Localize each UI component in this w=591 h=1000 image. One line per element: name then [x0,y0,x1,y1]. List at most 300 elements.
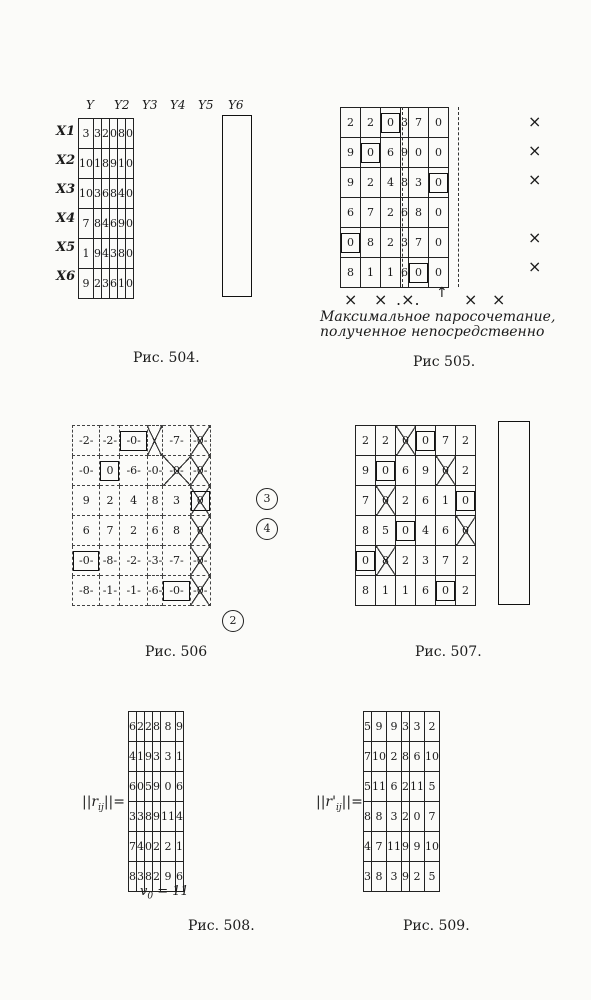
matrix-cell: 0 [396,426,416,456]
matrix-cell: 3 [410,712,425,742]
matrix-cell: 2 [402,772,410,802]
matrix-row [341,108,449,138]
matrix-cell [190,486,210,516]
matrix-cell: 0 [161,772,176,802]
matrix-cell: 8 [153,712,161,742]
matrix-cell: 3 [129,802,137,832]
matrix-cell: 3 [402,712,410,742]
matrix-cell: -8- [73,576,100,606]
matrix-cell: 2 [425,712,440,742]
matrix-cell: 2 [381,228,401,258]
boxed-value: 0 [416,431,435,451]
matrix-cell [100,456,120,486]
matrix-cell: 3 [401,108,409,138]
matrix-cell: 8 [110,179,118,209]
caption-508: Рис. 508. [188,918,255,934]
matrix-cell: 2 [456,576,476,606]
matrix-cell: 10 [79,149,94,179]
row-label: X1 [56,124,76,139]
matrix-cell: 2 [396,546,416,576]
matrix-cell: 9 [94,239,102,269]
matrix-cell: 2 [396,486,416,516]
matrix-cell: 6 [129,712,137,742]
boxed-value: 0 [191,491,210,511]
matrix-cell: 4 [137,832,145,862]
column-outline [222,115,252,297]
matrix-cell: 6 [129,772,137,802]
boxed-value: 0 [376,461,395,481]
matrix-cell: 8 [147,486,162,516]
matrix-cell: 2 [356,426,376,456]
arrow-up-icon: ↑ [436,285,448,301]
matrix-509 [363,711,440,892]
matrix-cell: 7 [79,209,94,239]
matrix-row [364,712,440,742]
matrix-row [129,772,184,802]
matrix-cell: 11 [161,802,176,832]
matrix-cell: 2 [387,742,402,772]
matrix-cell: 8 [372,862,387,892]
matrix-cell: 0 [110,119,118,149]
matrix-cell: 9 [410,832,425,862]
matrix-row [79,119,134,149]
boxed-value: 0 [100,461,119,481]
matrix-cell: 2 [341,108,361,138]
matrix-cell [147,426,162,456]
boxed-value: 0 [361,143,380,163]
col-mark: × [344,290,358,309]
matrix-row [341,228,449,258]
matrix-cell: 0 [190,516,210,546]
row-label: X2 [56,153,76,168]
matrix-cell [429,168,449,198]
matrix-cell: 1 [176,832,184,862]
matrix-cell [376,456,396,486]
matrix-506 [72,425,211,606]
boxed-value: 0 [409,263,428,283]
matrix-row [341,138,449,168]
matrix-cell: 0 [429,258,449,288]
matrix-cell: 2 [145,712,153,742]
matrix-cell: -6- [120,456,147,486]
matrix-label-509: $||r'_{ij}||=$ [316,794,363,813]
matrix-cell: 0 [137,772,145,802]
matrix-cell: 3 [401,228,409,258]
matrix-cell: 0 [126,239,134,269]
matrix-cell: 7 [436,426,456,456]
matrix-cell: 0 [429,198,449,228]
matrix-cell: 8 [163,516,190,546]
col-header: Y2 [114,98,130,112]
col-mark: × [492,290,506,309]
matrix-cell: 5 [376,516,396,546]
matrix-row [79,179,134,209]
matrix-cell: -0- [190,576,210,606]
matrix-cell: 8 [361,228,381,258]
matrix-cell: 7 [409,108,429,138]
matrix-cell: 4 [129,742,137,772]
matrix-cell: 6 [110,269,118,299]
matrix-cell: 9 [402,862,410,892]
matrix-cell: 7 [361,198,381,228]
matrix-cell: 9 [153,772,161,802]
boxed-value: 0 [381,113,400,133]
matrix-cell: 6 [387,772,402,802]
matrix-cell [73,546,100,576]
matrix-cell: 9 [401,138,409,168]
matrix-row [79,269,134,299]
matrix-cell: 6 [416,486,436,516]
matrix-cell: 9 [176,712,184,742]
matrix-cell: 2 [153,832,161,862]
matrix-cell: 3 [102,269,110,299]
matrix-cell: -6- [147,576,162,606]
matrix-cell: 7 [372,832,387,862]
boxed-value: -0- [73,551,99,571]
matrix-cell: 7 [425,802,440,832]
matrix-cell: 1 [396,576,416,606]
matrix-cell [163,576,190,606]
matrix-cell: -1- [120,576,147,606]
matrix-row [341,198,449,228]
matrix-row [364,742,440,772]
matrix-row [73,576,211,606]
matrix-cell: 6 [436,516,456,546]
row-mark: × [528,141,542,160]
matrix-cell: 3 [94,179,102,209]
matrix-cell: 7 [436,546,456,576]
matrix-cell: 7 [129,832,137,862]
matrix-row [129,742,184,772]
caption-509: Рис. 509. [403,918,470,934]
matrix-cell: 0 [126,179,134,209]
matrix-cell [381,108,401,138]
matrix-cell: 0 [126,269,134,299]
col-header: Y5 [198,98,214,112]
matrix-row [364,772,440,802]
matrix-row [79,149,134,179]
matrix-row [356,546,476,576]
matrix-cell: 2 [153,862,161,892]
matrix-cell: 8 [356,576,376,606]
matrix-cell: 1 [118,149,126,179]
matrix-cell: 2 [456,546,476,576]
matrix-cell: 9 [402,832,410,862]
row-mark: × [528,112,542,131]
matrix-row [356,516,476,546]
matrix-cell: 0 [409,138,429,168]
matrix-cell: 6 [381,138,401,168]
matrix-row [364,862,440,892]
matrix-row [129,832,184,862]
matrix-cell: -0- [190,426,210,456]
matrix-cell: 3 [94,119,102,149]
matrix-cell: 9 [341,138,361,168]
note-line-1: Максимальное паросочетание, [320,309,556,325]
caption-506: Рис. 506 [145,644,208,660]
matrix-cell: 0 [429,138,449,168]
matrix-cell: -0- [163,456,190,486]
matrix-row [129,802,184,832]
matrix-cell: 6 [401,258,409,288]
matrix-cell: 0 [436,456,456,486]
row-label: X4 [56,211,76,226]
matrix-cell: 0 [376,486,396,516]
matrix-cell: 6 [396,456,416,486]
matrix-cell: 9 [161,862,176,892]
matrix-cell: 9 [387,712,402,742]
matrix-row [73,486,211,516]
caption-505: Рис 505. [413,354,476,370]
matrix-label-508: $||r_{ij}||=$ [82,794,125,813]
matrix-cell: 6 [147,516,162,546]
matrix-cell: 3 [163,486,190,516]
matrix-cell: 8 [102,149,110,179]
row-mark: × [528,228,542,247]
matrix-cell: 1 [436,486,456,516]
matrix-cell: 1 [381,258,401,288]
matrix-cell: 4 [118,179,126,209]
matrix-cell: 3 [387,802,402,832]
matrix-cell: 0 [429,108,449,138]
boxed-value: 0 [436,581,455,601]
matrix-cell: 0 [126,209,134,239]
matrix-cell: 1 [137,742,145,772]
dashed-divider [402,107,403,287]
col-header: Y6 [228,98,244,112]
matrix-cell: 8 [161,712,176,742]
matrix-cell: 8 [145,862,153,892]
matrix-cell: 1 [118,269,126,299]
matrix-cell: 5 [425,772,440,802]
matrix-row [364,832,440,862]
matrix-cell: 6 [102,179,110,209]
matrix-row [356,456,476,486]
matrix-cell: 2 [456,456,476,486]
caption-507: Рис. 507. [415,644,482,660]
boxed-value: 0 [341,233,360,253]
matrix-cell: 6 [176,772,184,802]
matrix-cell: 2 [381,198,401,228]
matrix-505 [340,107,449,288]
matrix-row [73,456,211,486]
matrix-cell: -0- [73,456,100,486]
circled-number: 3 [256,488,278,510]
boxed-value: 0 [429,173,448,193]
boxed-value: 0 [456,491,475,511]
matrix-cell: 0 [126,119,134,149]
matrix-cell: 9 [372,712,387,742]
matrix-cell: 8 [145,802,153,832]
matrix-cell [120,426,147,456]
matrix-cell: 4 [102,239,110,269]
matrix-cell: 3 [153,742,161,772]
matrix-cell: 10 [372,742,387,772]
matrix-cell: 6 [401,198,409,228]
matrix-cell: 0 [410,802,425,832]
matrix-row [73,516,211,546]
matrix-cell: 11 [410,772,425,802]
matrix-cell: 2 [161,832,176,862]
matrix-cell: -0- [190,546,210,576]
matrix-cell: 6 [410,742,425,772]
col-header: Y3 [142,98,158,112]
matrix-cell: 8 [401,168,409,198]
matrix-cell: 8 [118,239,126,269]
col-header: Y4 [170,98,186,112]
row-label: X6 [56,269,76,284]
matrix-cell: 10 [425,742,440,772]
matrix-cell: 2 [120,516,147,546]
matrix-cell: 3 [137,802,145,832]
matrix-cell: 4 [381,168,401,198]
matrix-cell: 5 [145,772,153,802]
matrix-cell: 8 [376,546,396,576]
matrix-cell: 6 [341,198,361,228]
matrix-cell: 4 [102,209,110,239]
matrix-cell: 7 [409,228,429,258]
matrix-cell: 9 [145,742,153,772]
matrix-cell: 9 [341,168,361,198]
row-mark: × [528,170,542,189]
matrix-cell: 3 [137,862,145,892]
matrix-cell [416,426,436,456]
matrix-cell: 2 [361,108,381,138]
matrix-507 [355,425,476,606]
matrix-cell: -0- [147,456,162,486]
matrix-cell: -2- [120,546,147,576]
matrix-cell: 2 [102,119,110,149]
matrix-row [364,802,440,832]
boxed-value: -0- [163,581,189,601]
matrix-cell: 9 [356,456,376,486]
matrix-cell: 9 [153,802,161,832]
matrix-cell: -2- [73,426,100,456]
matrix-cell: 8 [94,209,102,239]
matrix-cell: 3 [110,239,118,269]
matrix-504 [78,118,134,299]
matrix-cell: 4 [416,516,436,546]
matrix-cell: 3 [409,168,429,198]
matrix-cell: 1 [176,742,184,772]
matrix-cell: 8 [341,258,361,288]
matrix-row [129,712,184,742]
matrix-cell [436,576,456,606]
matrix-cell: 0 [145,832,153,862]
matrix-cell: 5 [364,772,372,802]
matrix-cell: 2 [456,426,476,456]
matrix-cell: -7- [163,426,190,456]
matrix-cell: 8 [409,198,429,228]
circled-number: 2 [222,610,244,632]
matrix-cell: 8 [364,802,372,832]
matrix-cell: 2 [376,426,396,456]
dashed-divider [458,107,459,287]
matrix-cell [456,486,476,516]
matrix-cell [356,546,376,576]
matrix-cell: 2 [402,802,410,832]
matrix-cell: 8 [118,119,126,149]
matrix-cell: 2 [94,269,102,299]
matrix-cell: 6 [110,209,118,239]
matrix-cell: 3 [416,546,436,576]
matrix-cell [396,516,416,546]
matrix-row [73,426,211,456]
note-line-2: полученное непосредственно [320,324,545,340]
row-label: X3 [56,182,76,197]
col-mark: × [464,290,478,309]
matrix-508 [128,711,184,892]
matrix-cell: 3 [364,862,372,892]
boxed-value: 0 [396,521,415,541]
matrix-row [79,209,134,239]
matrix-cell: 9 [416,456,436,486]
col-header: Y [86,98,94,112]
matrix-cell: 2 [137,712,145,742]
matrix-cell: 0 [456,516,476,546]
col-mark: × [374,290,388,309]
matrix-cell: -2- [100,426,120,456]
matrix-cell: 0 [429,228,449,258]
matrix-cell: -8- [100,546,120,576]
matrix-cell: 1 [94,149,102,179]
matrix-cell: 10 [79,179,94,209]
matrix-cell: -7- [163,546,190,576]
matrix-row [341,168,449,198]
caption-504: Рис. 504. [133,350,200,366]
matrix-cell: 9 [118,209,126,239]
matrix-cell: 8 [372,802,387,832]
circled-number: 4 [256,518,278,540]
matrix-cell: 11 [387,832,402,862]
boxed-value: -0- [120,431,146,451]
matrix-cell: -3- [147,546,162,576]
matrix-cell: 1 [79,239,94,269]
matrix-cell: 8 [356,516,376,546]
matrix-cell: 4 [176,802,184,832]
matrix-cell: 4 [364,832,372,862]
matrix-cell [361,138,381,168]
matrix-row [73,546,211,576]
matrix-cell: -1- [100,576,120,606]
matrix-cell: 7 [356,486,376,516]
matrix-row [356,486,476,516]
matrix-cell: 4 [120,486,147,516]
matrix-cell: 9 [79,269,94,299]
row-mark: × [528,257,542,276]
matrix-row [341,258,449,288]
matrix-cell: 2 [100,486,120,516]
matrix-cell: 5 [364,712,372,742]
matrix-cell [409,258,429,288]
matrix-row [79,239,134,269]
matrix-cell: 7 [100,516,120,546]
matrix-cell: 10 [425,832,440,862]
matrix-cell [341,228,361,258]
matrix-cell: 1 [376,576,396,606]
matrix-cell: 3 [79,119,94,149]
boxed-value: 0 [356,551,375,571]
matrix-cell: 6 [416,576,436,606]
col-mark: .×. [396,290,420,309]
matrix-cell: 6 [176,862,184,892]
matrix-cell: 3 [387,862,402,892]
matrix-cell: -0- [190,456,210,486]
matrix-cell: 0 [126,149,134,179]
matrix-cell: 5 [425,862,440,892]
matrix-cell: 8 [129,862,137,892]
v0-value: $v_0 = 11$ [140,884,189,902]
